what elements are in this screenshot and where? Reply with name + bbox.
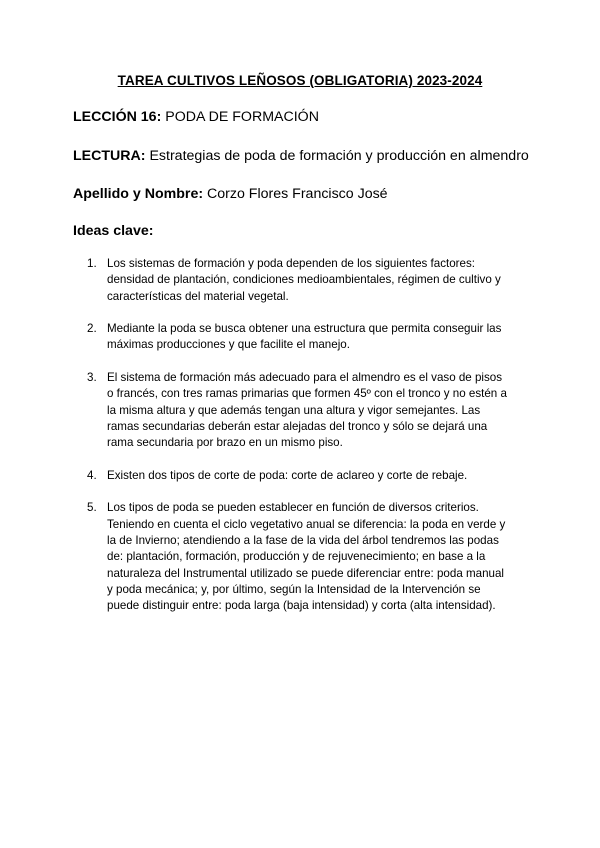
list-item	[0, 370, 600, 451]
list-item-line: de: plantación, formación, producción y de rejuvenecimiento; en base a la	[107, 550, 486, 564]
list-item-number: 4.	[87, 468, 97, 482]
list-item-line: Existen dos tipos de corte de poda: corte de aclareo y corte de rebaje.	[107, 468, 468, 482]
list-item-line: la de Invierno; atendiendo a la fase de la vida del árbol tendremos las podas	[107, 534, 499, 548]
ideas-heading: Ideas clave:	[73, 223, 154, 239]
list-item-number: 1.	[87, 257, 97, 270]
list-item-line: puede distinguir entre: poda larga (baja intensidad) y corta (alta intensidad).	[107, 599, 496, 613]
nombre-field	[73, 186, 388, 202]
lectura-value: Estrategias de poda de formación y producción en almendro	[145, 148, 529, 164]
leccion-field	[73, 109, 319, 125]
list-item-text	[107, 468, 527, 484]
lectura-label: LECTURA:	[73, 148, 146, 164]
list-item-line: Teniendo en cuenta el ciclo vegetativo anual se diferencia: la poda en verde y	[107, 517, 506, 531]
list-item-text	[107, 370, 527, 451]
nombre-label: Apellido y Nombre:	[73, 186, 204, 202]
list-item	[0, 468, 600, 484]
list-item-line: y poda mecánica; y, por último, según la Intensidad de la Intervención se	[107, 582, 481, 596]
list-item	[0, 500, 600, 614]
list-item-line: o francés, con tres ramas primarias que formen 45º con el tronco y no estén a	[107, 387, 507, 401]
list-item-line: rama secundaria por brazo en un mismo piso.	[107, 436, 343, 450]
list-item-number: 3.	[87, 371, 97, 385]
list-item-line: Los tipos de poda se pueden establecer en función de diversos criterios.	[107, 501, 479, 515]
list-item-number: 5.	[87, 501, 97, 515]
list-item	[0, 256, 600, 305]
list-item-line: El sistema de formación más adecuado para el almendro es el vaso de pisos	[107, 371, 503, 385]
list-item-line: Los sistemas de formación y poda dependen de los siguientes factores:	[107, 257, 475, 270]
list-item-line: ramas secundarias deberán estar alejadas del tronco y sólo se dejará una	[107, 419, 488, 433]
list-item	[0, 321, 600, 354]
lectura-field	[73, 148, 529, 164]
list-item-line: densidad de plantación, condiciones medioambientales, régimen de cultivo y	[107, 273, 501, 287]
list-item-text	[107, 500, 527, 614]
list-item-line: características del material vegetal.	[107, 289, 289, 303]
leccion-value: PODA DE FORMACIÓN	[161, 109, 319, 125]
list-item-line: la misma altura y que además tengan una altura y vigor semejantes. Las	[107, 403, 481, 417]
ideas-list	[0, 256, 600, 631]
list-item-text	[107, 256, 527, 305]
nombre-value: Corzo Flores Francisco José	[203, 186, 388, 202]
list-item-line: naturaleza del Instrumental utilizado se puede diferenciar entre: poda manual	[107, 566, 505, 580]
list-item-number: 2.	[87, 322, 97, 336]
document-title: TAREA CULTIVOS LEÑOSOS (OBLIGATORIA) 2023-2024	[117, 73, 483, 88]
list-item-text	[107, 321, 527, 354]
list-item-line: Mediante la poda se busca obtener una estructura que permita conseguir las	[107, 322, 502, 336]
list-item-line: máximas producciones y que facilite el manejo.	[107, 338, 350, 352]
leccion-label: LECCIÓN 16:	[73, 109, 162, 125]
